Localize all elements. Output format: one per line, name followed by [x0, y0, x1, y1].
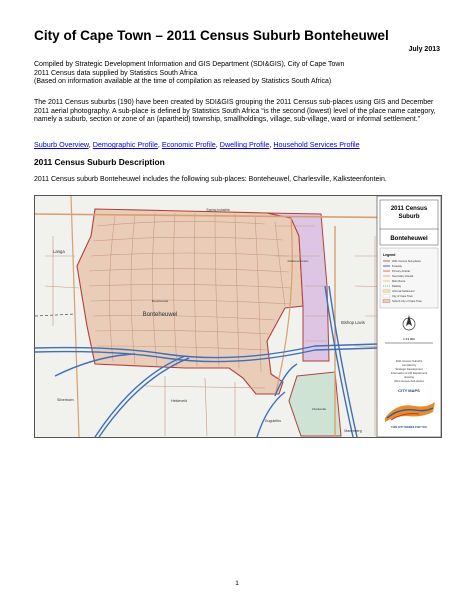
map-label-bonteheuwel-subplace: Bonteheuwel [151, 299, 169, 303]
legend-swatch [383, 300, 390, 303]
legend-item: Freeway [392, 265, 402, 268]
link-suburb-overview[interactable]: Suburb Overview [34, 140, 89, 149]
map-label-charlesville: Charlesville [311, 407, 327, 411]
credit-line: showing [404, 376, 414, 379]
map-label-bishop-lavis: Bishop Lavis [341, 320, 365, 325]
credit-line: 2011 Census Suburbs [395, 360, 423, 363]
legend-item: 2011 Census Sub-places [392, 260, 421, 263]
credit-line: 2011 Census Sub-places [394, 380, 424, 383]
map-label-kalksteenfontein: Kalksteenfontein [287, 259, 309, 263]
legend-swatch [383, 295, 390, 298]
link-separator: , [88, 140, 93, 149]
credit-line: compiled by [401, 364, 417, 367]
suburb-description: 2011 Census suburb Bonteheuwel includes the following sub-places: Bonteheuwel, Charlesville, Kalksteenfontein. [34, 176, 387, 183]
legend-item: Secondary Arterial [392, 275, 414, 278]
intro-paragraph: The 2011 Census suburbs (190) have been created by SDI&GIS grouping the 2011 Census sub-places using GIS and December 2011 aerial photography. A sub-place is defined by Statistics South Africa “is the second (lowest) level of the place name category, namely a suburb, section or zone of an (apartheid) township, smallholdings, village, sub-village, ward or informal settlement.” [34, 99, 436, 124]
map-label-gugulethu: Gugulethu [264, 419, 282, 423]
suburb-map [34, 195, 442, 438]
legend-swatch [383, 290, 390, 293]
legend-item: Informal Settlement [392, 290, 415, 293]
legend-box [380, 248, 438, 308]
compiled-by-line: Compiled by Strategic Development Information and GIS Department (SDI&GIS), City of Cape Town [34, 61, 345, 68]
map-svg [35, 196, 441, 437]
panel-suburb-name: Bonteheuwel [390, 236, 428, 242]
link-demographic-profile[interactable]: Demographic Profile [92, 140, 158, 149]
city-tagline: THIS CITY WORKS FOR YOU [391, 426, 427, 429]
brand-title: CITY MAPS [398, 388, 420, 393]
link-separator: , [269, 140, 274, 149]
data-source-line: 2011 Census data supplied by Statistics South Africa [34, 69, 198, 77]
legend-item: Railway [392, 285, 402, 288]
map-label-epping: Epping Industria [206, 208, 230, 212]
link-separator: , [215, 140, 220, 149]
disclaimer-line: (Based on information available at the time of compilation as released by Statistics South Africa) [34, 78, 332, 86]
map-label-langa: Langa [53, 249, 65, 254]
credit-line: Information & GIS Department [390, 372, 428, 375]
compilation-notes [34, 61, 444, 87]
map-scale: 1:13 000 [403, 337, 415, 341]
profile-links [34, 140, 360, 149]
legend-item: City of Cape Town [392, 295, 413, 298]
link-separator: , [157, 140, 162, 149]
credit-line: Strategic Development [395, 368, 423, 371]
map-label-silvertown: Silvertown [57, 398, 74, 402]
map-label-heideveld: Heideveld [171, 399, 187, 403]
link-dwelling-profile[interactable]: Dwelling Profile [219, 140, 270, 149]
panel-header-line2: Suburb [398, 214, 420, 220]
legend-item: Main Route [392, 280, 406, 283]
page-number: 1 [235, 580, 239, 587]
legend-title: Legend [383, 253, 396, 257]
legend-item: Suburb City of Cape Town [392, 300, 423, 303]
section-heading: 2011 Census Suburb Description [34, 157, 165, 167]
link-household-services-profile[interactable]: Household Services Profile [273, 140, 360, 149]
panel-header-line1: 2011 Census [390, 206, 428, 212]
report-date: July 2013 [408, 46, 440, 53]
map-label-bonteheuwel: Bonteheuwel [142, 312, 178, 318]
map-label-manenberg: Manenberg [344, 429, 362, 433]
map-info-panel [377, 196, 441, 437]
page-title: City of Cape Town – 2011 Census Suburb Bonteheuwel [34, 28, 389, 43]
legend-item: Primary Arterial [392, 270, 410, 273]
link-economic-profile[interactable]: Economic Profile [161, 140, 216, 149]
